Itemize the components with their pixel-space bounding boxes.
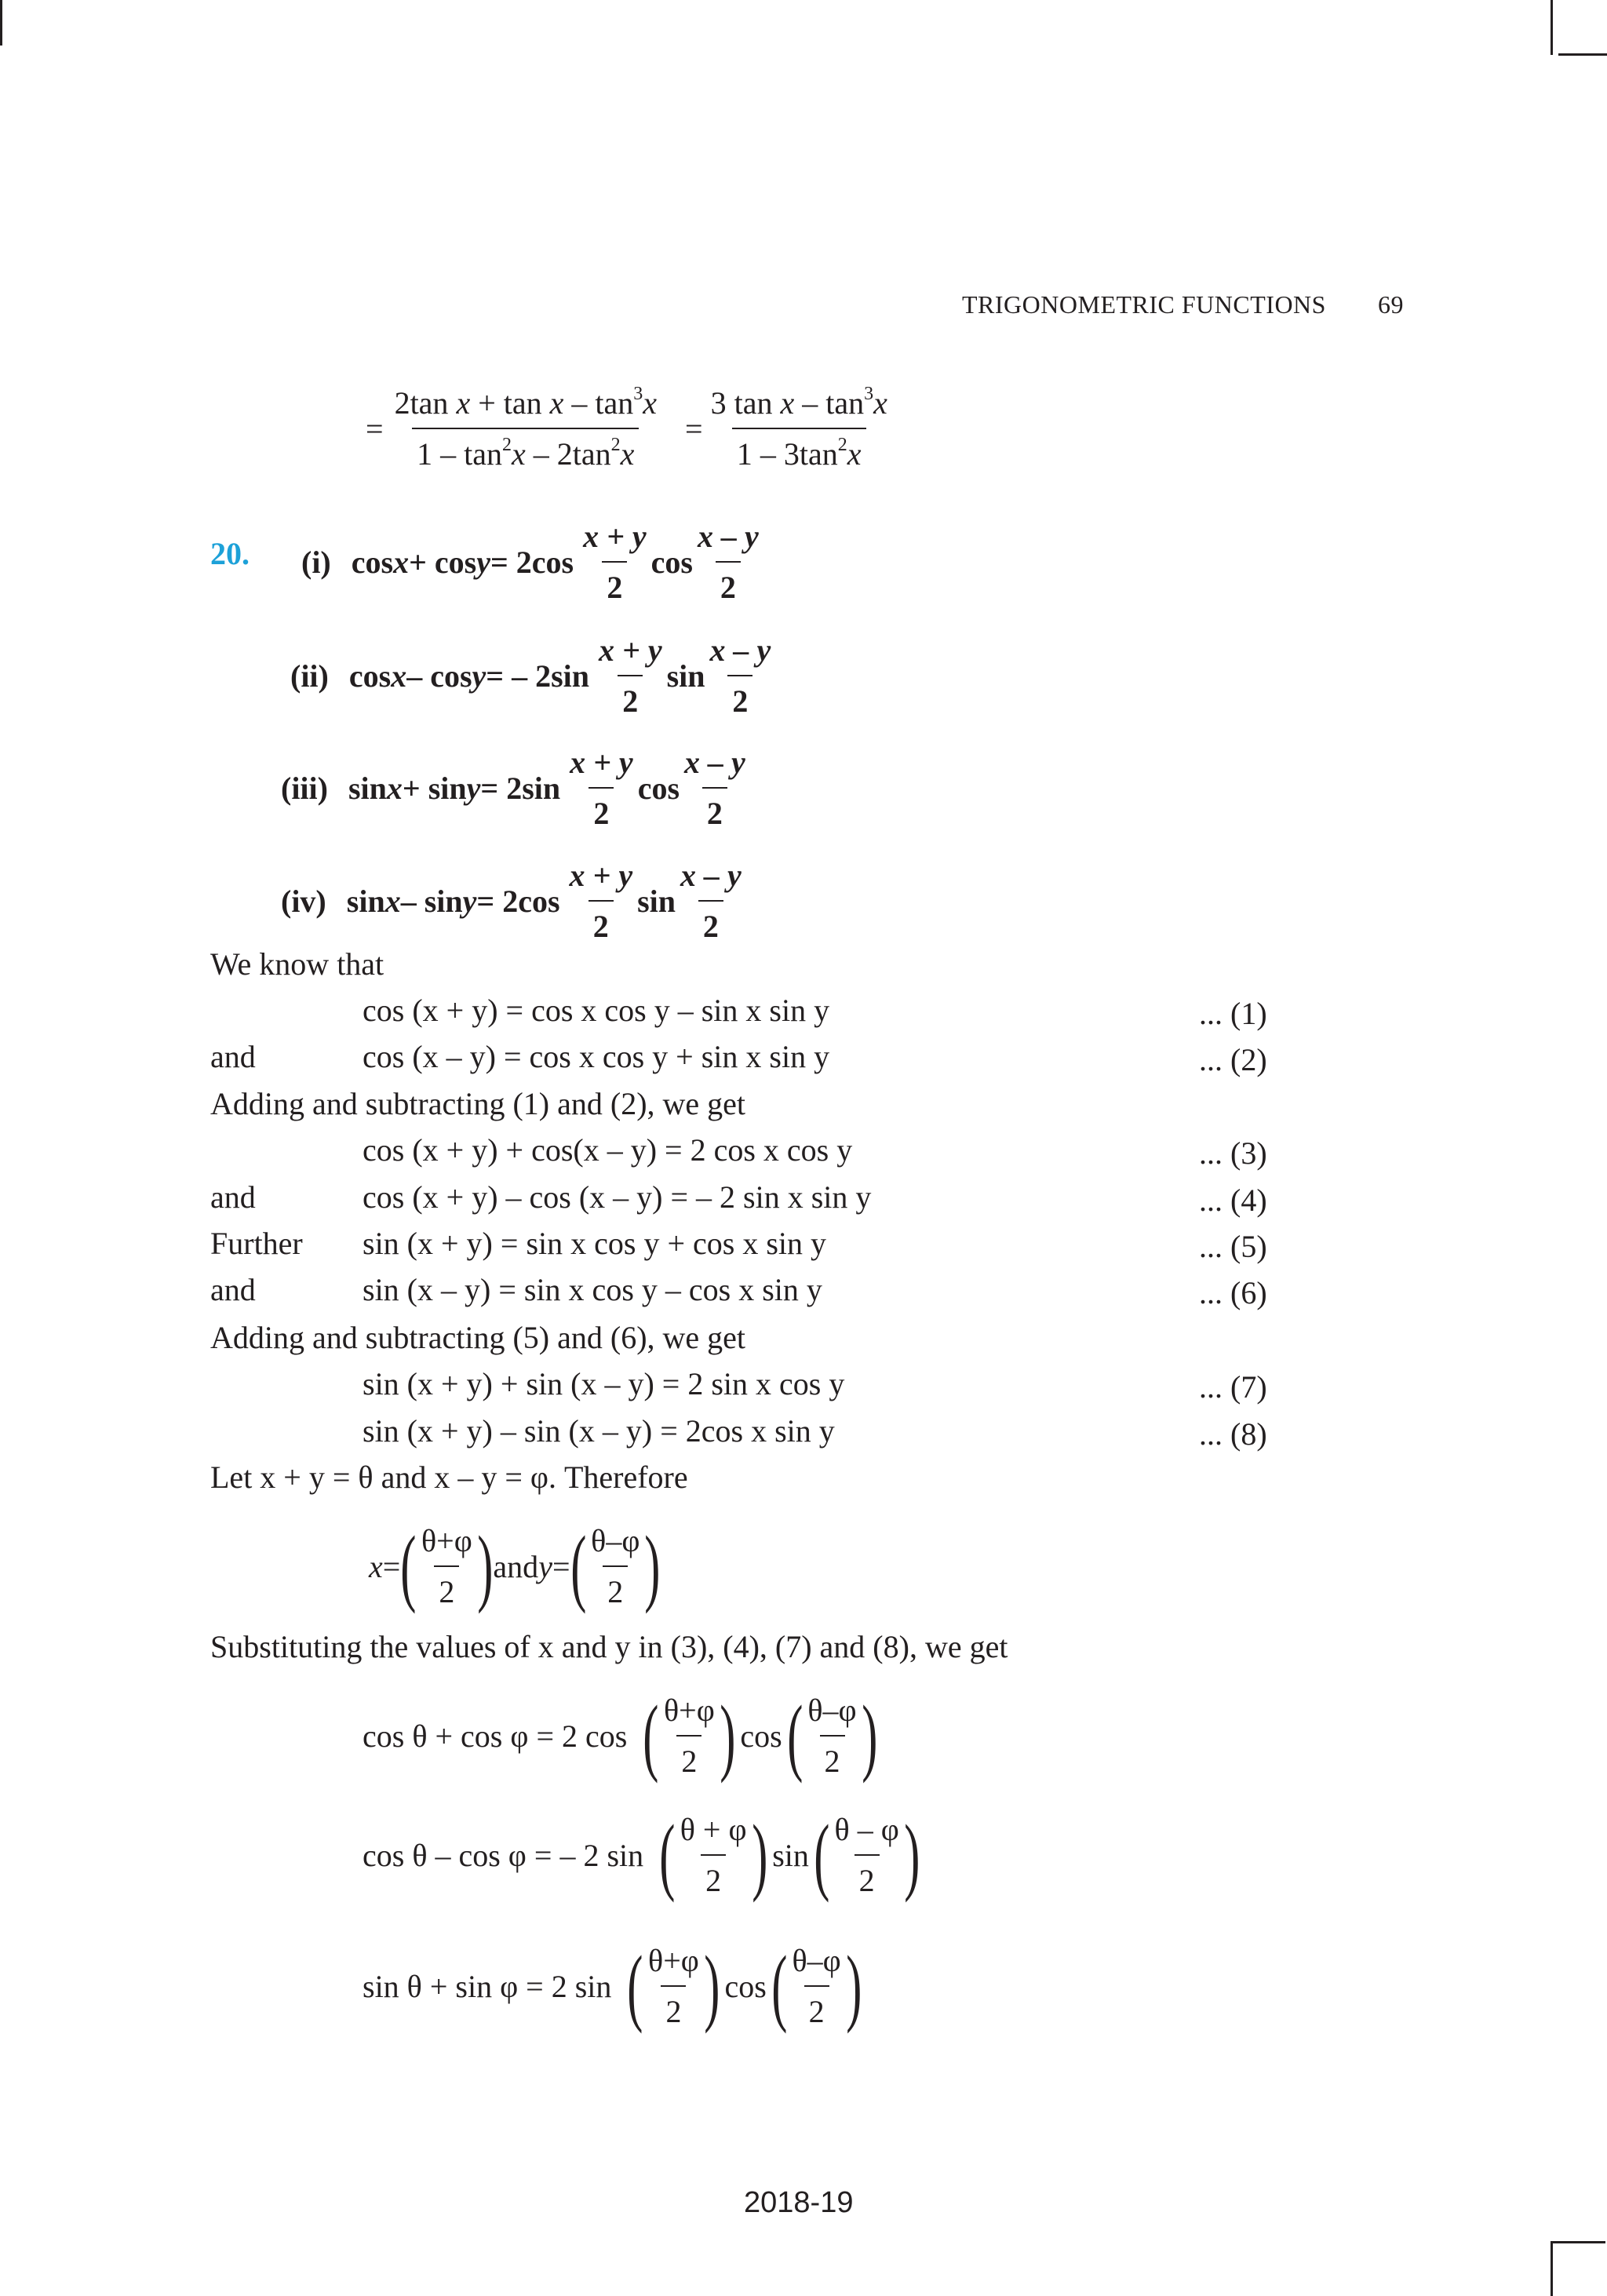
header-title: TRIGONOMETRIC FUNCTIONS bbox=[962, 290, 1326, 319]
proof-line-expression: sin (x – y) = sin x cos y – cos x sin y bbox=[363, 1272, 822, 1307]
fraction: $\frac{3 \tan x - \tan^3x}{1 - 3\tan^2x}$ bbox=[710, 384, 887, 472]
adding-line-1: Adding and subtracting (1) and (2), we get bbox=[210, 1086, 746, 1121]
proof-line-expression: cos (x + y) + cos(x – y) = 2 cos x cos y bbox=[363, 1132, 853, 1168]
proof-line-expression: sin (x + y) = sin x cos y + cos x sin y bbox=[363, 1226, 826, 1261]
equation-number: ... (4) bbox=[1199, 1183, 1267, 1218]
running-header bbox=[962, 290, 1326, 319]
proof-line-lead: and bbox=[210, 1179, 256, 1215]
question-part: (iii) sin x + sin y = 2sin $\frac{x + y}{2}$ cos $\frac{x - y}{2}$ bbox=[281, 745, 745, 831]
crop-mark bbox=[1551, 2241, 1605, 2243]
part-label: (ii) bbox=[290, 658, 329, 694]
equation-number: ... (2) bbox=[1199, 1042, 1267, 1077]
result-equation: cos θ + cos φ = 2 cos ( $\frac{\theta+\varphi}{2}$ ) cos ( $\frac{\theta-\varphi}{2}$ ) bbox=[363, 1688, 878, 1784]
proof-line-expression: cos (x + y) = cos x cos y – sin x sin y bbox=[363, 993, 830, 1028]
crop-mark bbox=[1558, 53, 1607, 56]
equation-number: ... (3) bbox=[1199, 1135, 1267, 1171]
proof-line-lead: and bbox=[210, 1039, 256, 1074]
substituting-line: Substituting the values of x and y in (3), (4), (7) and (8), we get bbox=[210, 1629, 1008, 1664]
result-equation: sin θ + sin φ = 2 sin ( $\frac{\theta+\varphi}{2}$ ) cos ( $\frac{\theta-\varphi}{2}$ ) bbox=[363, 1938, 862, 2034]
result-equation: cos θ – cos φ = – 2 sin ( $\frac{\theta + \varphi}{2}$ ) sin ( $\frac{\theta - \varphi}{2}$ ) bbox=[363, 1807, 920, 1903]
proof-line-lead: Further bbox=[210, 1226, 303, 1261]
we-know-line: We know that bbox=[210, 946, 384, 982]
xy-definition: x = ( $\frac{\theta+\varphi}{2}$ ) and y = ( $\frac{\theta-\varphi}{2}$ ) bbox=[369, 1518, 661, 1614]
crop-mark bbox=[0, 0, 2, 46]
proof-line-expression: sin (x + y) – sin (x – y) = 2cos x sin y bbox=[363, 1413, 835, 1449]
part-label: (iv) bbox=[281, 883, 326, 919]
equation-number: ... (8) bbox=[1199, 1416, 1267, 1452]
page-number: 69 bbox=[1378, 290, 1404, 319]
crop-mark bbox=[1551, 2241, 1553, 2296]
let-line: Let x + y = θ and x – y = φ. Therefore bbox=[210, 1460, 688, 1495]
proof-line-lead: and bbox=[210, 1272, 256, 1307]
top-equation: = $\frac{2\tan x + \tan x - \tan^3x}{1 - \tan^2x - 2\tan^2x}$ = $\frac{3 \tan x - \tan^3x}{1 - 3\tan^2x}$ bbox=[366, 384, 892, 472]
question-part: (ii) cos x – cos y = – 2sin $\frac{x + y}{2}$ sin $\frac{x - y}{2}$ bbox=[290, 632, 771, 719]
question-part: (iv) sin x – sin y = 2cos $\frac{x + y}{2}$ sin $\frac{x - y}{2}$ bbox=[281, 858, 742, 944]
footer-year: 2018-19 bbox=[744, 2186, 854, 2219]
equation-number: ... (5) bbox=[1199, 1229, 1267, 1264]
equation-number: ... (1) bbox=[1199, 996, 1267, 1031]
proof-line-expression: cos (x + y) – cos (x – y) = – 2 sin x sin y bbox=[363, 1179, 872, 1215]
equation-number: ... (7) bbox=[1199, 1369, 1267, 1405]
proof-line-expression: cos (x – y) = cos x cos y + sin x sin y bbox=[363, 1039, 830, 1074]
part-label: (iii) bbox=[281, 770, 328, 806]
question-part: (i) cos x + cos y = 2cos $\frac{x + y}{2}$ cos $\frac{x - y}{2}$ bbox=[301, 519, 759, 605]
adding-line-2: Adding and subtracting (5) and (6), we get bbox=[210, 1320, 746, 1355]
equation-number: ... (6) bbox=[1199, 1275, 1267, 1310]
part-label: (i) bbox=[301, 544, 331, 580]
proof-line-expression: sin (x + y) + sin (x – y) = 2 sin x cos y bbox=[363, 1366, 845, 1401]
fraction: $\frac{2\tan x + \tan x - \tan^3x}{1 - \tan^2x - 2\tan^2x}$ bbox=[394, 384, 658, 472]
crop-mark bbox=[1551, 0, 1553, 55]
question-number: 20. bbox=[210, 536, 250, 571]
